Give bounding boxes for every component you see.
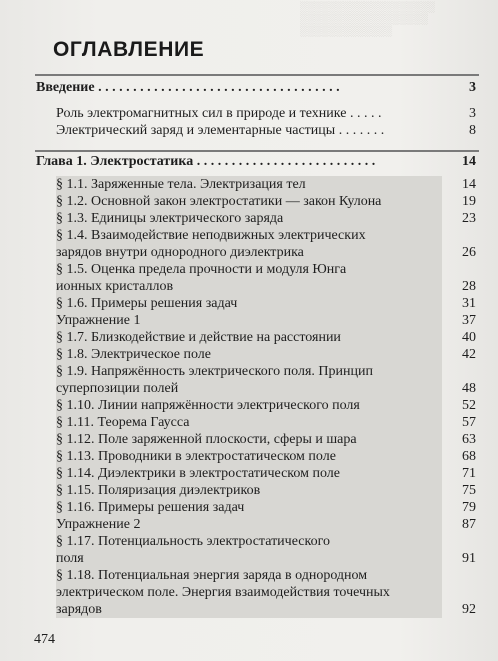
page-title: ОГЛАВЛЕНИЕ	[53, 38, 205, 61]
toc-entry-title: § 1.7. Близкодействие и действие на расстоянии	[56, 330, 341, 345]
toc-entry-title: § 1.11. Теорема Гаусса	[56, 415, 190, 430]
toc-entry-page: 31	[462, 296, 476, 311]
toc-entry-title: § 1.12. Поле заряженной плоскости, сферы и шара	[56, 432, 357, 447]
toc-entry-title: Упражнение 2	[56, 517, 141, 532]
toc-entry-page: 75	[462, 483, 476, 498]
toc-entry-page: 8	[469, 123, 476, 138]
page-number: 474	[34, 632, 55, 647]
toc-entry-page: 79	[462, 500, 476, 515]
toc-entry-page: 3	[469, 106, 476, 121]
toc-entry-intro[interactable]: Введение . . . . . . . . . . . . . . . . . . . . . . . . . . . . . . . . . . . 3	[36, 80, 476, 95]
toc-entry-page: 19	[462, 194, 476, 209]
toc-entry-title: § 1.9. Напряжённость электрического поля. Принцип суперпозиции полей	[56, 364, 373, 396]
toc-entry-page: 87	[462, 517, 476, 532]
toc-entry-title: § 1.18. Потенциальная энергия заряда в однородном электрическом поле. Энергия взаимодействия точечных зарядов	[56, 568, 390, 617]
toc-entry-title: § 1.15. Поляризация диэлектриков	[56, 483, 261, 498]
toc-entry-title: § 1.10. Линии напряжённости электрического поля	[56, 398, 360, 413]
toc-entry-title: § 1.17. Потенциальность электростатического поля	[56, 534, 330, 566]
toc-entry-chapter-1[interactable]: Глава 1. Электростатика . . . . . . . . . . . . . . . . . . . . . . . . . . 14	[36, 154, 476, 169]
toc-entry-title: § 1.6. Примеры решения задач	[56, 296, 238, 311]
toc-entry[interactable]: Электрический заряд и элементарные частицы . . . . . . . 8	[56, 123, 476, 138]
toc-entry-page: 28	[462, 279, 476, 294]
toc-entry[interactable]	[56, 465, 476, 482]
toc-entry-page: 42	[462, 347, 476, 362]
toc-entry[interactable]	[56, 397, 476, 414]
toc-entry-title: § 1.16. Примеры решения задач	[56, 500, 245, 515]
toc-entry[interactable]	[56, 482, 476, 499]
toc-entry-page: 14	[462, 154, 476, 169]
top-rule	[35, 74, 479, 76]
toc-entry-page: 91	[462, 551, 476, 566]
toc-entry[interactable]	[56, 295, 476, 312]
toc-entry-page: 71	[462, 466, 476, 481]
toc-entry[interactable]	[56, 448, 476, 465]
toc-entry-page: 68	[462, 449, 476, 464]
toc-entry[interactable]	[56, 567, 476, 618]
toc-entry-title: § 1.5. Оценка предела прочности и модуля Юнга ионных кристаллов	[56, 262, 347, 294]
toc-entry-title: § 1.8. Электрическое поле	[56, 347, 211, 362]
toc-entry-title: Роль электромагнитных сил в природе и технике	[56, 106, 347, 121]
toc-entry-title: § 1.1. Заряженные тела. Электризация тел	[56, 177, 306, 192]
toc-entry-page: 48	[462, 381, 476, 396]
toc-entry[interactable]	[56, 414, 476, 431]
toc-entry-title: § 1.3. Единицы электрического заряда	[56, 211, 284, 226]
section-rule	[35, 150, 479, 152]
toc-entry[interactable]	[56, 261, 476, 295]
table-of-contents	[36, 79, 476, 618]
toc-entry[interactable]	[56, 227, 476, 261]
toc-entry-title: § 1.13. Проводники в электростатическом поле	[56, 449, 336, 464]
toc-entry-page: 92	[462, 602, 476, 617]
toc-entry-page: 26	[462, 245, 476, 260]
toc-entry-page: 40	[462, 330, 476, 345]
toc-entry[interactable]: Роль электромагнитных сил в природе и технике . . . . . 3	[56, 106, 476, 121]
toc-entry-title: Электрический заряд и элементарные частицы	[56, 123, 336, 138]
toc-entry[interactable]	[56, 363, 476, 397]
toc-entry-title: Глава 1. Электростатика	[36, 154, 194, 169]
toc-entry-exercise[interactable]	[56, 516, 476, 533]
toc-entry-page: 63	[462, 432, 476, 447]
toc-entry[interactable]	[56, 193, 476, 210]
toc-entry-title: § 1.2. Основной закон электростатики — закон Кулона	[56, 194, 382, 209]
toc-entry-page: 3	[469, 80, 476, 95]
toc-entry[interactable]	[56, 176, 476, 193]
toc-entry-title: Введение	[36, 80, 95, 95]
toc-entry-exercise[interactable]	[56, 312, 476, 329]
bleed-through-text: ░░░░░░░░░░░░░░░░░░░ ░░░░░░░░░░░░░░░░░░ ░░░░░░░░░░░░░	[300, 2, 435, 37]
toc-entry[interactable]	[56, 210, 476, 227]
toc-entry[interactable]	[56, 329, 476, 346]
toc-entry-page: 52	[462, 398, 476, 413]
toc-entry-title: § 1.4. Взаимодействие неподвижных электрических зарядов внутри однородного диэлектрика	[56, 228, 366, 260]
toc-entry-page: 57	[462, 415, 476, 430]
toc-entry[interactable]	[56, 431, 476, 448]
toc-entry-page: 23	[462, 211, 476, 226]
toc-entry-page: 37	[462, 313, 476, 328]
toc-entry[interactable]	[56, 346, 476, 363]
toc-entry-title: § 1.14. Диэлектрики в электростатическом поле	[56, 466, 340, 481]
toc-entry-title: Упражнение 1	[56, 313, 141, 328]
toc-entry[interactable]	[56, 533, 476, 567]
toc-entry-page: 14	[462, 177, 476, 192]
toc-entry[interactable]	[56, 499, 476, 516]
